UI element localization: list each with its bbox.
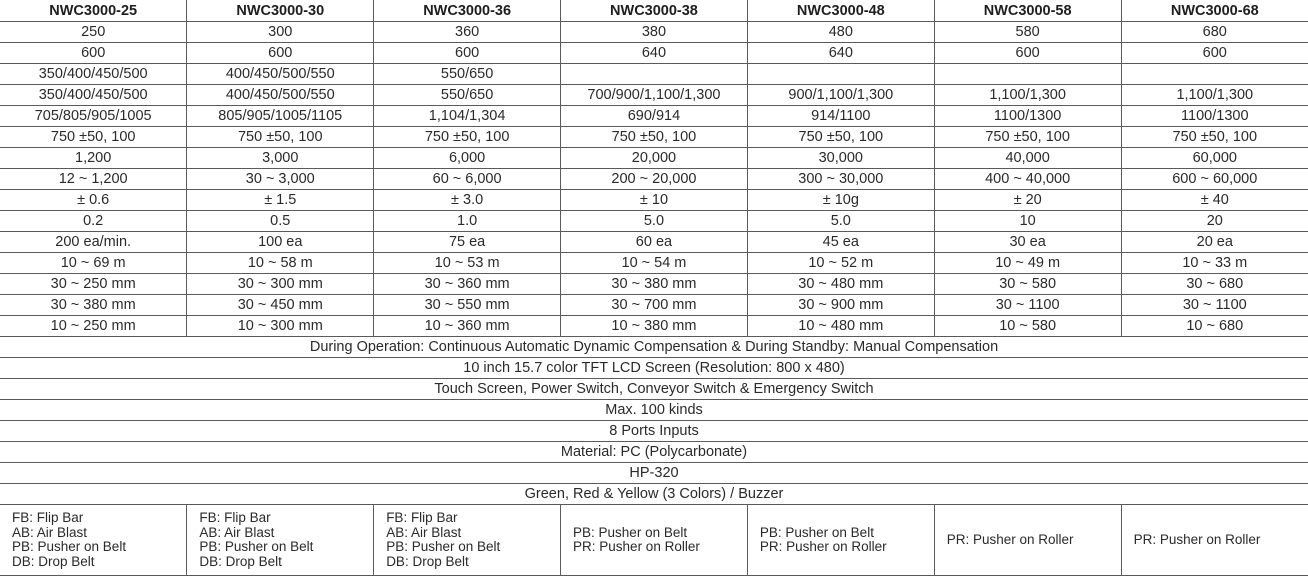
table-cell: 0.5: [187, 211, 374, 232]
rejector-option: FB: Flip Bar: [386, 510, 458, 525]
table-cell: 0.2: [0, 211, 187, 232]
table-cell: 750 ±50, 100: [374, 127, 561, 148]
table-cell: [561, 64, 748, 85]
spanning-cell: During Operation: Continuous Automatic Dynamic Compensation & During Standby: Manual Compensation: [0, 337, 1308, 358]
spanning-cell: Green, Red & Yellow (3 Colors) / Buzzer: [0, 484, 1308, 505]
table-cell: 600: [374, 43, 561, 64]
table-cell: 5.0: [561, 211, 748, 232]
rejector-cell: [561, 505, 748, 576]
table-cell: 30 ~ 550 mm: [374, 295, 561, 316]
spec-body: [0, 22, 1308, 576]
rejector-option: PB: Pusher on Belt: [12, 539, 127, 554]
table-cell: 700/900/1,100/1,300: [561, 85, 748, 106]
table-cell: 600: [187, 43, 374, 64]
rejector-option: PB: Pusher on Belt: [386, 539, 501, 554]
table-cell: 10 ~ 49 m: [934, 253, 1121, 274]
table-cell: 30,000: [747, 148, 934, 169]
table-cell: 640: [561, 43, 748, 64]
table-cell: 1,100/1,300: [1121, 85, 1308, 106]
table-cell: 30 ~ 580: [934, 274, 1121, 295]
table-cell: [1121, 64, 1308, 85]
spanning-cell: Max. 100 kinds: [0, 400, 1308, 421]
spanning-row: [0, 379, 1308, 400]
table-cell: 750 ±50, 100: [747, 127, 934, 148]
table-cell: 30 ~ 3,000: [187, 169, 374, 190]
table-cell: 30 ~ 900 mm: [747, 295, 934, 316]
spanning-row: [0, 463, 1308, 484]
table-cell: 45 ea: [747, 232, 934, 253]
table-cell: 1100/1300: [1121, 106, 1308, 127]
table-cell: ± 0.6: [0, 190, 187, 211]
table-cell: 350/400/450/500: [0, 85, 187, 106]
table-cell: 550/650: [374, 64, 561, 85]
table-cell: 10 ~ 360 mm: [374, 316, 561, 337]
spanning-row: [0, 442, 1308, 463]
table-cell: 6,000: [374, 148, 561, 169]
table-cell: 100 ea: [187, 232, 374, 253]
table-row: [0, 148, 1308, 169]
table-cell: 30 ~ 380 mm: [561, 274, 748, 295]
table-cell: 10 ~ 69 m: [0, 253, 187, 274]
table-cell: 60 ~ 6,000: [374, 169, 561, 190]
table-cell: 10 ~ 58 m: [187, 253, 374, 274]
table-cell: 10 ~ 250 mm: [0, 316, 187, 337]
table-cell: 600: [934, 43, 1121, 64]
table-cell: 250: [0, 22, 187, 43]
table-cell: [934, 64, 1121, 85]
header-row: [0, 0, 1308, 22]
rejector-option: DB: Drop Belt: [386, 553, 469, 569]
table-row: [0, 211, 1308, 232]
table-cell: 750 ±50, 100: [1121, 127, 1308, 148]
rejector-cell: [747, 505, 934, 576]
table-cell: 914/1100: [747, 106, 934, 127]
table-row: [0, 232, 1308, 253]
table-cell: 10 ~ 53 m: [374, 253, 561, 274]
rejector-option: FB: Flip Bar: [199, 510, 271, 525]
table-cell: 1.0: [374, 211, 561, 232]
table-cell: 400 ~ 40,000: [934, 169, 1121, 190]
rejector-option: PR: Pusher on Roller: [759, 539, 887, 554]
table-cell: 30 ~ 250 mm: [0, 274, 187, 295]
table-cell: 10 ~ 54 m: [561, 253, 748, 274]
spanning-cell: HP-320: [0, 463, 1308, 484]
rejector-option: PR: Pusher on Roller: [946, 531, 1074, 547]
rejector-option: AB: Air Blast: [199, 524, 275, 540]
table-row: [0, 106, 1308, 127]
spanning-cell: Touch Screen, Power Switch, Conveyor Switch & Emergency Switch: [0, 379, 1308, 400]
table-cell: 900/1,100/1,300: [747, 85, 934, 106]
rejector-cell: [1121, 505, 1308, 576]
table-cell: 690/914: [561, 106, 748, 127]
table-cell: [747, 64, 934, 85]
rejector-row: [0, 505, 1308, 576]
model-header: NWC3000-48: [747, 0, 934, 22]
table-cell: 10 ~ 300 mm: [187, 316, 374, 337]
table-cell: 350/400/450/500: [0, 64, 187, 85]
table-cell: ± 1.5: [187, 190, 374, 211]
table-row: [0, 190, 1308, 211]
rejector-cell: [374, 505, 561, 576]
table-cell: ± 40: [1121, 190, 1308, 211]
rejector-option: PR: Pusher on Roller: [1133, 531, 1261, 547]
rejector-option: AB: Air Blast: [386, 524, 462, 540]
table-cell: 20: [1121, 211, 1308, 232]
table-cell: 60,000: [1121, 148, 1308, 169]
table-cell: 30 ~ 680: [1121, 274, 1308, 295]
table-cell: 60 ea: [561, 232, 748, 253]
spanning-row: [0, 400, 1308, 421]
table-cell: 1,100/1,300: [934, 85, 1121, 106]
table-row: [0, 274, 1308, 295]
table-cell: 600 ~ 60,000: [1121, 169, 1308, 190]
table-row: [0, 253, 1308, 274]
spanning-row: [0, 484, 1308, 505]
model-header: NWC3000-36: [374, 0, 561, 22]
table-row: [0, 85, 1308, 106]
model-header: NWC3000-30: [187, 0, 374, 22]
spanning-cell: 8 Ports Inputs: [0, 421, 1308, 442]
table-row: [0, 295, 1308, 316]
table-cell: 640: [747, 43, 934, 64]
table-cell: 12 ~ 1,200: [0, 169, 187, 190]
table-cell: 10: [934, 211, 1121, 232]
table-row: [0, 22, 1308, 43]
table-cell: 10 ~ 480 mm: [747, 316, 934, 337]
table-cell: 10 ~ 380 mm: [561, 316, 748, 337]
table-cell: 30 ea: [934, 232, 1121, 253]
table-cell: 40,000: [934, 148, 1121, 169]
table-cell: 600: [1121, 43, 1308, 64]
table-cell: 805/905/1005/1105: [187, 106, 374, 127]
rejector-option: FB: Flip Bar: [12, 510, 84, 525]
model-header: NWC3000-68: [1121, 0, 1308, 22]
model-header: NWC3000-38: [561, 0, 748, 22]
rejector-option: PB: Pusher on Belt: [573, 524, 688, 540]
table-cell: 300 ~ 30,000: [747, 169, 934, 190]
rejector-option: PB: Pusher on Belt: [759, 524, 874, 540]
table-cell: 75 ea: [374, 232, 561, 253]
table-cell: 30 ~ 1100: [1121, 295, 1308, 316]
rejector-option: DB: Drop Belt: [199, 553, 282, 569]
rejector-cell: [934, 505, 1121, 576]
table-cell: 300: [187, 22, 374, 43]
table-cell: 20,000: [561, 148, 748, 169]
table-cell: 750 ±50, 100: [0, 127, 187, 148]
table-cell: 10 ~ 33 m: [1121, 253, 1308, 274]
table-cell: 750 ±50, 100: [934, 127, 1121, 148]
table-row: [0, 127, 1308, 148]
table-cell: 200 ~ 20,000: [561, 169, 748, 190]
spanning-row: [0, 337, 1308, 358]
rejector-option: AB: Air Blast: [12, 524, 88, 540]
rejector-cell: [0, 505, 187, 576]
rejector-cell: [187, 505, 374, 576]
table-cell: 480: [747, 22, 934, 43]
table-cell: ± 10g: [747, 190, 934, 211]
model-header: NWC3000-25: [0, 0, 187, 22]
table-cell: 3,000: [187, 148, 374, 169]
table-row: [0, 169, 1308, 190]
rejector-option: PR: Pusher on Roller: [573, 539, 700, 554]
table-cell: 705/805/905/1005: [0, 106, 187, 127]
table-cell: 30 ~ 450 mm: [187, 295, 374, 316]
table-cell: 750 ±50, 100: [187, 127, 374, 148]
table-cell: 360: [374, 22, 561, 43]
table-row: [0, 43, 1308, 64]
table-cell: ± 10: [561, 190, 748, 211]
spanning-row: [0, 358, 1308, 379]
table-cell: 550/650: [374, 85, 561, 106]
table-cell: 30 ~ 700 mm: [561, 295, 748, 316]
table-cell: 5.0: [747, 211, 934, 232]
table-row: [0, 64, 1308, 85]
table-cell: 20 ea: [1121, 232, 1308, 253]
table-cell: 750 ±50, 100: [561, 127, 748, 148]
table-cell: 10 ~ 580: [934, 316, 1121, 337]
table-cell: 200 ea/min.: [0, 232, 187, 253]
table-cell: 30 ~ 300 mm: [187, 274, 374, 295]
table-cell: 380: [561, 22, 748, 43]
table-cell: 1,104/1,304: [374, 106, 561, 127]
rejector-option: DB: Drop Belt: [12, 553, 95, 569]
spanning-cell: 10 inch 15.7 color TFT LCD Screen (Resolution: 800 x 480): [0, 358, 1308, 379]
table-cell: 30 ~ 480 mm: [747, 274, 934, 295]
table-cell: 600: [0, 43, 187, 64]
model-header: NWC3000-58: [934, 0, 1121, 22]
table-cell: 400/450/500/550: [187, 85, 374, 106]
rejector-option: PB: Pusher on Belt: [199, 539, 314, 554]
spanning-row: [0, 421, 1308, 442]
table-cell: 1,200: [0, 148, 187, 169]
table-cell: ± 20: [934, 190, 1121, 211]
table-cell: 400/450/500/550: [187, 64, 374, 85]
table-cell: 680: [1121, 22, 1308, 43]
table-cell: 30 ~ 1100: [934, 295, 1121, 316]
table-cell: 10 ~ 52 m: [747, 253, 934, 274]
table-cell: 1100/1300: [934, 106, 1121, 127]
spanning-cell: Material: PC (Polycarbonate): [0, 442, 1308, 463]
table-row: [0, 316, 1308, 337]
table-cell: 10 ~ 680: [1121, 316, 1308, 337]
table-cell: ± 3.0: [374, 190, 561, 211]
table-cell: 30 ~ 360 mm: [374, 274, 561, 295]
table-cell: 580: [934, 22, 1121, 43]
table-cell: 30 ~ 380 mm: [0, 295, 187, 316]
